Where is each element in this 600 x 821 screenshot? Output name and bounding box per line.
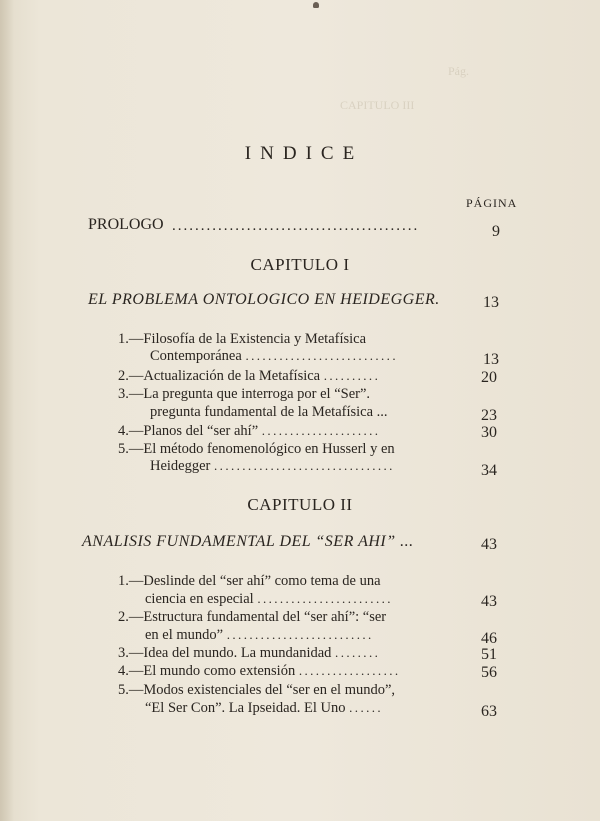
entry-line: [150, 347, 398, 365]
entry-text: 3.—Idea del mundo. La mundanidad: [118, 645, 332, 661]
leader-dots: ..................: [298, 663, 401, 678]
entry-line: 3.—La pregunta que interroga por el “Ser”.: [118, 386, 371, 402]
entry-text: 2.—Actualización de la Metafísica: [118, 368, 321, 384]
leader-dots: ...........................................: [172, 218, 420, 234]
entry-text: Heidegger: [150, 458, 211, 474]
entry-text: 4.—El mundo como extensión: [118, 663, 296, 679]
section-page: 43: [481, 536, 497, 553]
entry-page: 46: [481, 630, 497, 647]
entry-line: [145, 699, 383, 717]
bleed-through-text: Pág.: [448, 64, 469, 78]
entry-line: [118, 367, 380, 385]
chapter-heading: CAPITULO II: [247, 495, 353, 514]
entry-line: [150, 457, 395, 475]
entry-text: en el mundo”: [145, 627, 224, 643]
entry-page: 30: [481, 424, 497, 441]
entry-line: [145, 626, 374, 644]
entry-line: 1.—Deslinde del “ser ahí” como tema de una: [118, 573, 381, 589]
section-page: 13: [483, 294, 499, 311]
chapter-heading: CAPITULO I: [250, 255, 350, 274]
entry-page: 34: [481, 462, 497, 479]
entry-page: 63: [481, 703, 497, 720]
leader-dots: ........................: [257, 591, 393, 606]
entry-line: 5.—Modos existenciales del “ser en el mundo”,: [118, 682, 396, 698]
leader-dots: ...........................: [245, 348, 398, 363]
ink-mark: [313, 2, 319, 8]
entry-page: 51: [481, 646, 497, 663]
entry-page: 13: [483, 351, 499, 368]
section-title: ANALISIS FUNDAMENTAL DEL “SER AHI” ...: [82, 533, 414, 550]
prologo-page: 9: [492, 223, 500, 240]
entry-line: 1.—Filosofía de la Existencia y Metafísica: [118, 331, 367, 347]
entry-page: 56: [481, 664, 497, 681]
leader-dots: ..........: [323, 368, 381, 383]
entry-line: pregunta fundamental de la Metafísica ...: [150, 404, 388, 420]
entry-line: [118, 422, 380, 440]
entry-page: 43: [481, 593, 497, 610]
leader-dots: ..........................: [226, 627, 374, 642]
bleed-through-text: CAPITULO III: [340, 98, 415, 112]
page-spine-shadow: [0, 0, 14, 821]
leader-dots: ........: [335, 645, 381, 660]
prologo-label: PROLOGO: [88, 216, 164, 233]
entry-text: “El Ser Con”. La Ipseidad. El Uno: [145, 700, 346, 716]
entry-text: 4.—Planos del “ser ahí”: [118, 423, 259, 439]
leader-dots: .....................: [261, 423, 381, 438]
entry-page: 20: [481, 369, 497, 386]
entry-line: [118, 662, 401, 680]
entry-line: [118, 644, 380, 662]
entry-line: [145, 590, 393, 608]
leader-dots: ......: [349, 700, 384, 715]
leader-dots: ................................: [214, 458, 395, 473]
page-column-heading: PÁGINA: [466, 196, 518, 210]
entry-line: 2.—Estructura fundamental del “ser ahí”: “ser: [118, 609, 387, 625]
section-title: EL PROBLEMA ONTOLOGICO EN HEIDEGGER.: [88, 291, 440, 308]
entry-text: Contemporánea: [150, 348, 242, 364]
entry-page: 23: [481, 407, 497, 424]
entry-line: 5.—El método fenomenológico en Husserl y en: [118, 441, 395, 457]
entry-text: ciencia en especial: [145, 591, 254, 607]
page-title: INDICE: [244, 143, 364, 164]
